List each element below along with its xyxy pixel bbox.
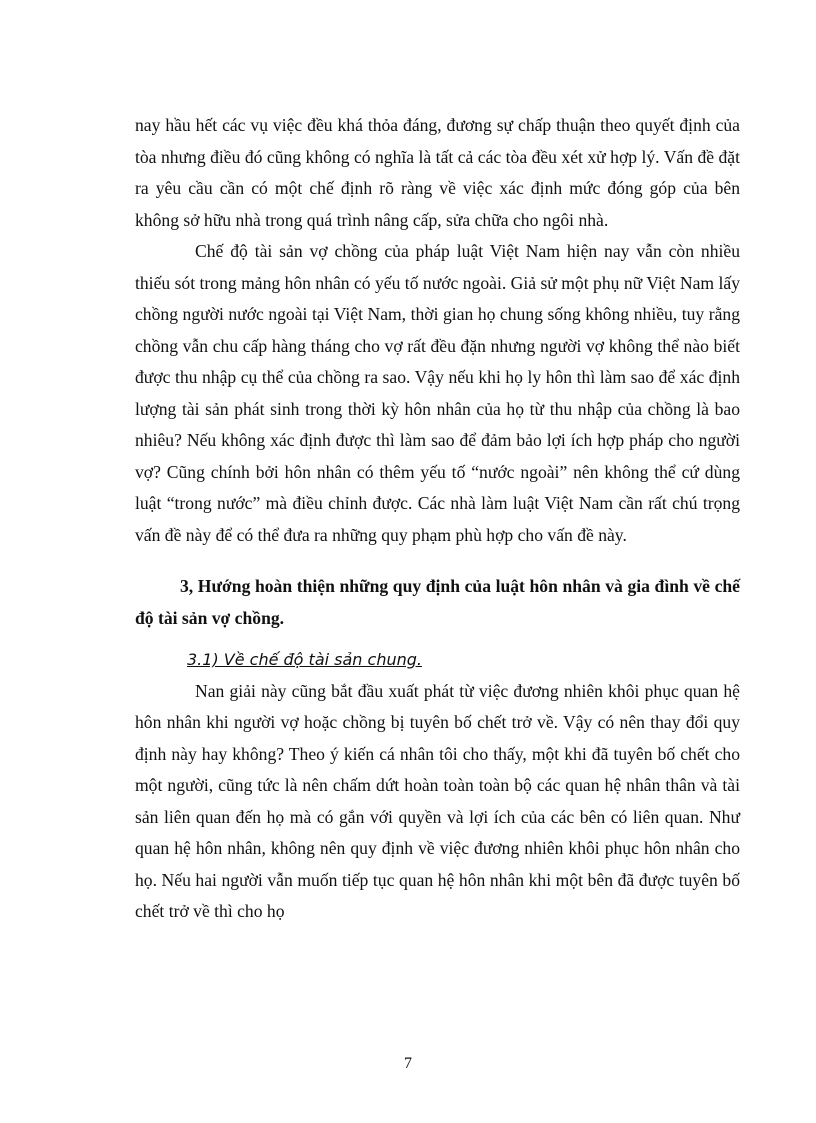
paragraph-2: Chế độ tài sản vợ chồng của pháp luật Việt Nam hiện nay vẫn còn nhiều thiếu sót trong mảng hôn nhân có yếu tố nước ngoài. Giả sử một phụ nữ Việt Nam lấy chồng người nước ngoài tại Việt Nam, thời gian họ chung sống không nhiều, tuy rằng chồng vẫn chu cấp hàng tháng cho vợ rất đều đặn nhưng người vợ không thể nào biết được thu nhập cụ thể của chồng ra sao. Vậy nếu khi họ ly hôn thì làm sao để xác định lượng tài sản phát sinh trong thời kỳ hôn nhân của họ từ thu nhập của chồng là bao nhiêu? Nếu không xác định được thì làm sao để đảm bảo lợi ích hợp pháp cho người vợ? Cũng chính bởi hôn nhân có thêm yếu tố “nước ngoài” nên không thể cứ dùng luật “trong nước” mà điều chỉnh được. Các nhà làm luật Việt Nam cần rất chú trọng vấn đề này để có thể đưa ra những quy phạm phù hợp cho vấn đề này. <box>135 241 740 545</box>
subsection-heading: 3.1) Về chế độ tài sản chung. <box>187 650 422 669</box>
paragraph-1: nay hầu hết các vụ việc đều khá thỏa đáng, đương sự chấp thuận theo quyết định của tòa nhưng điều đó cũng không có nghĩa là tất cả các tòa đều xét xử hợp lý. Vấn đề đặt ra yêu cầu cần có một chế định rõ ràng về việc xác định mức đóng góp của bên không sở hữu nhà trong quá trình nâng cấp, sửa chữa cho ngôi nhà. <box>135 115 740 230</box>
page-number: 7 <box>404 1055 412 1072</box>
section-heading: 3, Hướng hoàn thiện những quy định của luật hôn nhân và gia đình về chế độ tài sản vợ chồng. <box>135 576 740 628</box>
document-body <box>135 110 740 928</box>
paragraph-3: Nan giải này cũng bắt đầu xuất phát từ việc đương nhiên khôi phục quan hệ hôn nhân khi người vợ hoặc chồng bị tuyên bố chết trở về. Vậy có nên thay đổi quy định này hay không? Theo ý kiến cá nhân tôi cho thấy, một khi đã tuyên bố chết cho một người, cũng tức là nên chấm dứt hoàn toàn toàn bộ các quan hệ nhân thân và tài sản liên quan đến họ mà có gắn với quyền và lợi ích của các bên có liên quan. Như quan hệ hôn nhân, không nên quy định về việc đương nhiên khôi phục hôn nhân cho họ. Nếu hai người vẫn muốn tiếp tục quan hệ hôn nhân khi một bên đã được tuyên bố chết trở về thì cho họ <box>135 680 740 921</box>
